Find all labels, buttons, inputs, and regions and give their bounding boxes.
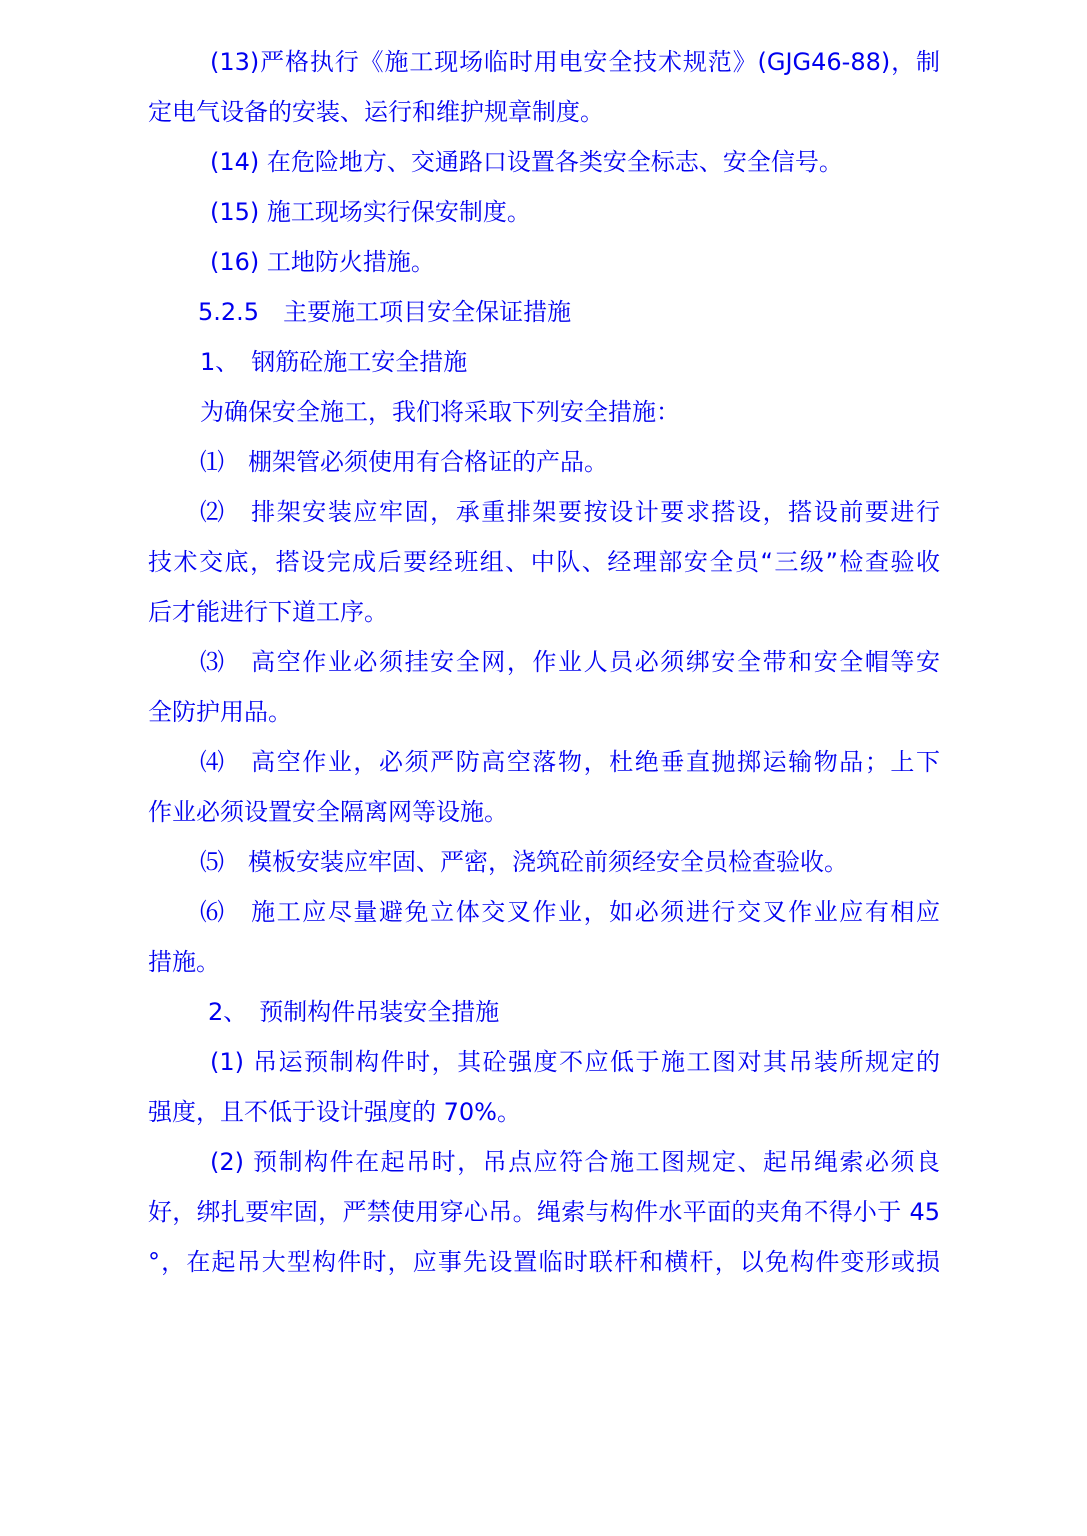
paragraph-15: (15) 施工现场实行保安制度。 (210, 198, 531, 226)
paragraph-13-line-1: (13)严格执行《施工现场临时用电安全技术规范》(GJG46-88)，制 (210, 48, 940, 76)
paragraph-14: (14) 在危险地方、交通路口设置各类安全标志、安全信号。 (210, 148, 843, 176)
item-4-line-1: ⑷ 高空作业，必须严防高空落物，杜绝垂直抛掷运输物品；上下 (200, 748, 940, 776)
precast-item-2-line-1: (2) 预制构件在起吊时，吊点应符合施工图规定、起吊绳索必须良 (210, 1148, 940, 1176)
precast-item-1-line-2: 强度，且不低于设计强度的 70%。 (148, 1098, 521, 1126)
item-2-line-3: 后才能进行下道工序。 (148, 598, 388, 626)
precast-item-2-line-3: °，在起吊大型构件时，应事先设置临时联杆和横杆，以免构件变形或损 (148, 1248, 940, 1276)
item-2-line-2: 技术交底，搭设完成后要经班组、中队、经理部安全员“三级”检查验收 (148, 548, 940, 576)
item-3-line-1: ⑶ 高空作业必须挂安全网，作业人员必须绑安全带和安全帽等安 (200, 648, 940, 676)
item-6-line-1: ⑹ 施工应尽量避免立体交叉作业，如必须进行交叉作业应有相应 (200, 898, 940, 926)
item-3-line-2: 全防护用品。 (148, 698, 292, 726)
section-heading-5-2-5: 5.2.5 主要施工项目安全保证措施 (198, 298, 572, 326)
precast-item-2-line-2: 好，绑扎要牢固，严禁使用穿心吊。绳索与构件水平面的夹角不得小于 45 (148, 1198, 940, 1226)
item-1: ⑴ 棚架管必须使用有合格证的产品。 (200, 448, 608, 476)
item-4-line-2: 作业必须设置安全隔离网等设施。 (148, 798, 508, 826)
subsection-heading-2: 2、 预制构件吊装安全措施 (208, 998, 500, 1026)
intro-text: 为确保安全施工，我们将采取下列安全措施： (200, 398, 680, 426)
item-6-line-2: 措施。 (148, 948, 220, 976)
paragraph-16: (16) 工地防火措施。 (210, 248, 435, 276)
item-2-line-1: ⑵ 排架安装应牢固，承重排架要按设计要求搭设，搭设前要进行 (200, 498, 940, 526)
subsection-heading-1: 1、 钢筋砼施工安全措施 (200, 348, 468, 376)
paragraph-13-line-2: 定电气设备的安装、运行和维护规章制度。 (148, 98, 604, 126)
precast-item-1-line-1: (1) 吊运预制构件时，其砼强度不应低于施工图对其吊装所规定的 (210, 1048, 940, 1076)
item-5: ⑸ 模板安装应牢固、严密，浇筑砼前须经安全员检查验收。 (200, 848, 848, 876)
